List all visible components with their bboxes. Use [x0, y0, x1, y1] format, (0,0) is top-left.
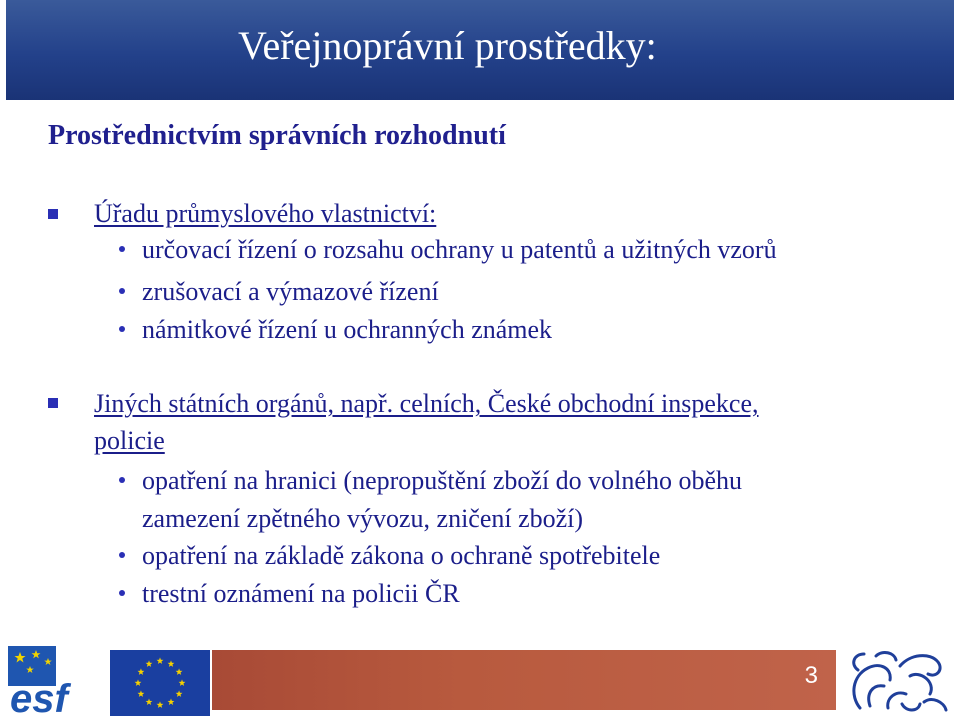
list-item-continued: zamezení zpětného vývozu, zničení zboží) — [142, 504, 584, 533]
dot-bullet-icon — [119, 477, 125, 483]
czech-lion-icon — [840, 646, 956, 716]
list-item: určovací řízení o rozsahu ochrany u patentů a užitných vzorů — [142, 235, 777, 264]
slide-subtitle: Prostřednictvím správních rozhodnutí — [48, 120, 506, 151]
dot-bullet-icon — [119, 326, 125, 332]
dot-bullet-icon — [119, 246, 125, 252]
section-heading: Jiných státních orgánů, např. celních, České obchodní inspekce, — [94, 389, 759, 418]
list-item: opatření na hranici (nepropuštění zboží do volného oběhu — [142, 466, 742, 495]
section-heading-continued: policie — [94, 426, 165, 455]
eu-flag-icon — [110, 650, 210, 716]
dot-bullet-icon — [119, 590, 125, 596]
list-item: opatření na základě zákona o ochraně spotřebitele — [142, 541, 661, 570]
list-item: námitkové řízení u ochranných známek — [142, 315, 553, 344]
list-item: zrušovací a výmazové řízení — [142, 277, 439, 306]
footer-bar — [212, 650, 836, 710]
footer — [0, 646, 960, 716]
list-item: trestní oznámení na policii ČR — [142, 579, 460, 608]
dot-bullet-icon — [119, 552, 125, 558]
dot-bullet-icon — [119, 288, 125, 294]
section-heading: Úřadu průmyslového vlastnictví: — [94, 199, 437, 228]
page-number: 3 — [804, 662, 818, 689]
esf-logo — [8, 646, 108, 716]
svg-text:esf: esf — [10, 677, 68, 716]
square-bullet-icon — [48, 398, 58, 408]
title-bar — [6, 0, 954, 100]
square-bullet-icon — [48, 209, 58, 219]
slide-title: Veřejnoprávní prostředky: — [238, 23, 657, 68]
